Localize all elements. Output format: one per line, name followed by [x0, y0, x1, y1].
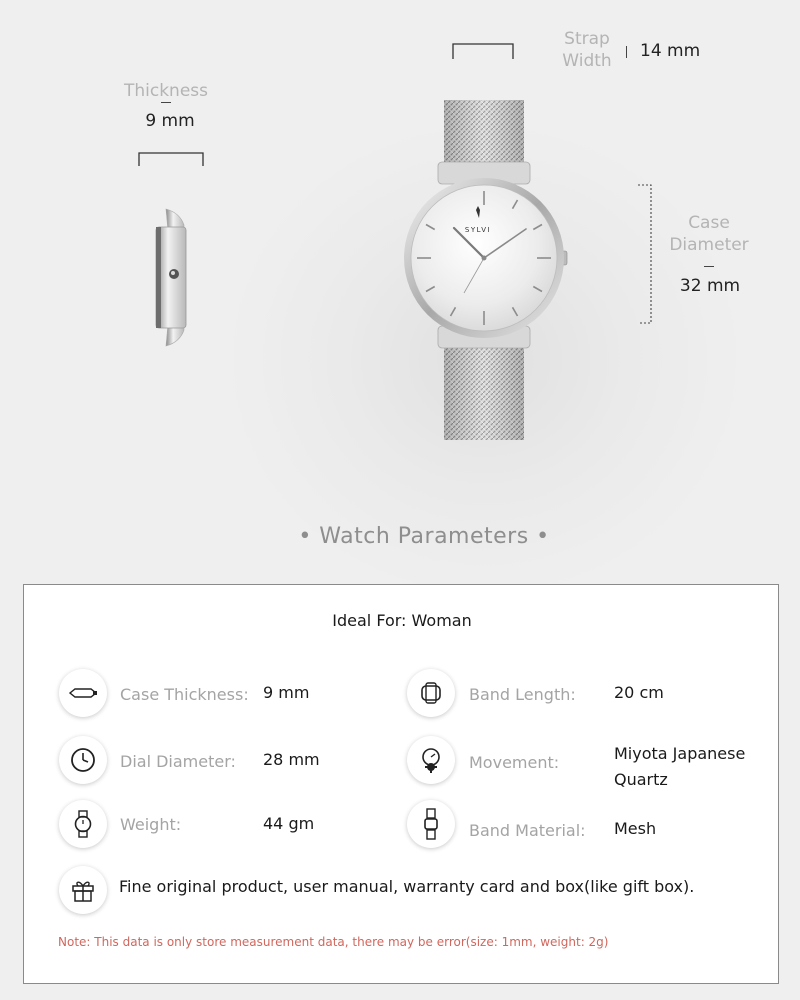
dial-diameter-label: Dial Diameter: [120, 752, 236, 771]
thickness-label: Thickness [123, 81, 209, 101]
movement-gear-icon [407, 736, 455, 784]
parameters-card [23, 584, 779, 984]
watch-weight-icon [59, 800, 107, 848]
strap-width-bracket [450, 41, 516, 61]
weight-label: Weight: [120, 815, 182, 834]
brand-logo: SYLVI [464, 226, 492, 234]
movement-value-line2: Quartz [614, 770, 668, 789]
strap-width-label [552, 28, 622, 72]
movement-value-line1: Miyota Japanese [614, 744, 746, 763]
case-diameter-dash [704, 266, 714, 267]
case-thickness-label: Case Thickness: [120, 685, 249, 704]
package-contents: Fine original product, user manual, warranty card and box(like gift box). [119, 877, 695, 896]
weight-value: 44 gm [263, 814, 315, 833]
band-length-icon [407, 669, 455, 717]
strap-width-label-line2: Width [562, 51, 612, 71]
thickness-value: 9 mm [145, 111, 195, 131]
thickness-bracket [136, 150, 206, 168]
band-length-label: Band Length: [469, 685, 576, 704]
case-diameter-label-line2: Diameter [669, 235, 749, 255]
band-material-label: Band Material: [469, 821, 586, 840]
case-diameter-label-line1: Case [688, 213, 730, 233]
section-title: • Watch Parameters • [298, 524, 550, 549]
watch-front-view [398, 98, 578, 446]
strap-width-tick [626, 46, 627, 58]
case-thickness-value: 9 mm [263, 683, 310, 702]
band-material-value: Mesh [614, 819, 657, 838]
band-length-value: 20 cm [614, 683, 664, 702]
dial-icon [59, 736, 107, 784]
movement-value [614, 741, 745, 793]
measurement-note: Note: This data is only store measurement data, there may be error(size: 1mm, weight: 2g) [58, 935, 609, 949]
watch-side-view [146, 205, 196, 350]
case-diameter-value: 32 mm [679, 276, 741, 296]
ideal-for: Ideal For: Woman [332, 611, 472, 630]
band-material-icon [407, 800, 455, 848]
case-diameter-label [664, 212, 754, 256]
case-diameter-bracket [634, 182, 654, 326]
strap-width-label-line1: Strap [564, 29, 610, 49]
case-thickness-icon [59, 669, 107, 717]
strap-width-value: 14 mm [640, 41, 701, 61]
movement-label: Movement: [469, 753, 560, 772]
gift-icon [59, 866, 107, 914]
thickness-dash [161, 102, 171, 103]
dial-diameter-value: 28 mm [263, 750, 320, 769]
